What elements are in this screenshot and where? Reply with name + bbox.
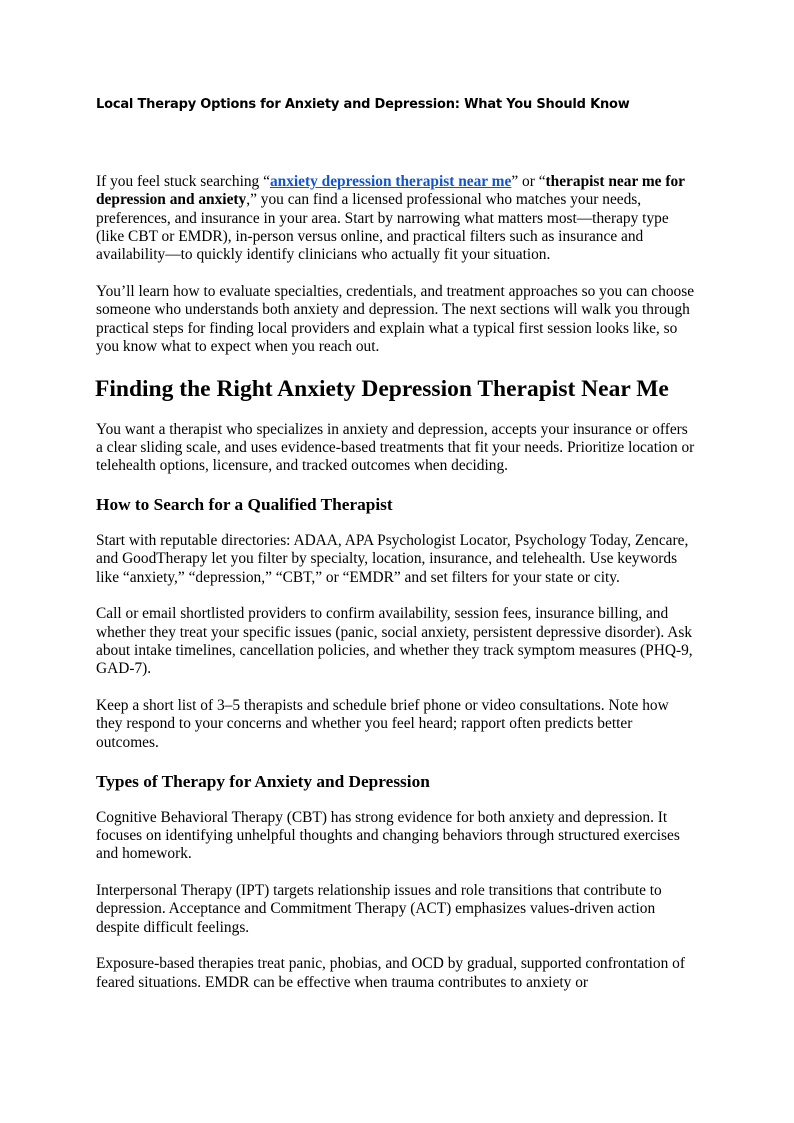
- intro-text-1: If you feel stuck searching “: [96, 173, 270, 190]
- section1-paragraph-1: You want a therapist who specializes in anxiety and depression, accepts your insurance or offers a clear sliding scale, and uses evidence-based treatments that fit your needs. Prioritize location or telehealth options, licensure, and tracked outcomes when deciding.: [96, 420, 695, 475]
- intro-bold-phrase: therapist near me for depression and anxiety: [96, 173, 685, 209]
- types-paragraph-1: Cognitive Behavioral Therapy (CBT) has strong evidence for both anxiety and depression. It focuses on identifying unhelpful thoughts and changing behaviors through structured exercises and homework.: [96, 808, 680, 863]
- subsection-heading-types-of-therapy: Types of Therapy for Anxiety and Depression: [96, 771, 430, 791]
- intro-paragraph-1: [96, 173, 698, 264]
- intro-text-3: ,” you can find a licensed professional who matches your needs, preferences, and insurance in your area. Start by narrowing what matters most—therapy type (like CBT or EMDR), in-person versus online, and practical filters such as insurance and availability—to quickly identify clinicians who actually fit your situation.: [96, 191, 669, 264]
- search-paragraph-3: Keep a short list of 3–5 therapists and schedule brief phone or video consultations. Note how they respond to your concerns and whether you feel heard; rapport often predicts better outcomes.: [96, 697, 669, 751]
- subsection-heading-how-to-search: How to Search for a Qualified Therapist: [96, 495, 393, 515]
- intro-text-2: ” or “: [511, 173, 546, 190]
- document-title: Local Therapy Options for Anxiety and Depression: What You Should Know: [96, 97, 630, 112]
- search-paragraph-1: Start with reputable directories: ADAA, APA Psychologist Locator, Psychology Today, Zencare, and GoodTherapy let you filter by specialty, location, insurance, and telehealth. Use keywords like “anxiety,” “depression,” “CBT,” or “EMDR” and set filters for your state or city.: [96, 532, 689, 586]
- types-paragraph-3: Exposure-based therapies treat panic, phobias, and OCD by gradual, supported confrontation of feared situations. EMDR can be effective when trauma contributes to anxiety or: [96, 955, 685, 991]
- intro-paragraph-2: You’ll learn how to evaluate specialties, credentials, and treatment approaches so you can choose someone who understands both anxiety and depression. The next sections will walk you through practical steps for finding local providers and explain what a typical first session looks like, so you know what to expect when you reach out.: [96, 282, 695, 355]
- types-paragraph-2: Interpersonal Therapy (IPT) targets relationship issues and role transitions that contribute to depression. Acceptance and Commitment Therapy (ACT) emphasizes values-driven action despite difficult feelings.: [96, 881, 662, 936]
- section-heading-finding-therapist: Finding the Right Anxiety Depression Therapist Near Me: [95, 375, 669, 402]
- search-paragraph-2: Call or email shortlisted providers to confirm availability, session fees, insurance billing, and whether they treat your specific issues (panic, social anxiety, persistent depressive disorder). Ask about intake timelines, cancellation policies, and whether they track symptom measures (PHQ-9, GAD-7).: [96, 605, 693, 678]
- anxiety-depression-therapist-link[interactable]: anxiety depression therapist near me: [269, 173, 512, 190]
- document-body: [96, 173, 698, 1010]
